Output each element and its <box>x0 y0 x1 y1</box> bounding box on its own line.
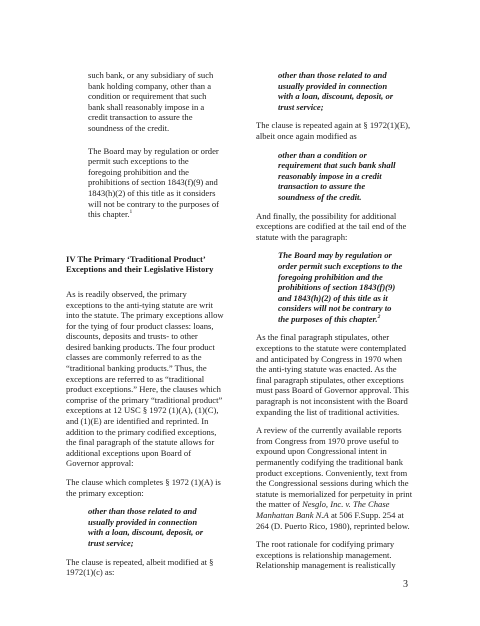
footnote-marker: 1 <box>129 209 133 216</box>
case-citation: Nesglo, Inc. v. The Chase Manhattan Bank N.A <box>256 499 390 520</box>
statute-board-text: The Board may by regulation or order permit such exceptions to the foregoing prohibition and the prohibitions of section 1843(f)(9) and 1843(h)(2) of this title as it considers will not be contrary to the purposes of this chapter. <box>88 145 220 220</box>
body-paragraph: The clause is repeated, albeit modified at § 1972(1)(c) as: <box>66 556 214 578</box>
statute-quote: other than those related to and usually provided in connection with a loan, discount, deposit, or trust service; <box>88 506 204 548</box>
body-paragraph: As is readily observed, the primary exceptions to the anti-tying statute are writ into the statute. The primary exceptions allow for the tying of four product classes: loans, discounts, deposits and trusts- to other desired banking products. The four product classes are commonly referred to as the “traditional banking products.” Thus, the exceptions are referred to as “traditional product exceptions.” Here, the clauses which comprise of the primary “traditional product” exceptions at 12 USC § 1972 (1)(A), (1)(C), and (1)(E) are identified and reprinted. In addition to the primary codified exceptions, the final paragraph of the statute allows for additional exceptions upon Board of Governor approval: <box>66 288 224 469</box>
statute-quote-board <box>278 250 404 324</box>
section-heading: IV The Primary ‘Traditional Product’ Exceptions and their Legislative History <box>66 253 214 275</box>
statute-quote: other than those related to and usually provided in connection with a loan, discount, deposit, or trust service; <box>278 70 394 112</box>
body-paragraph <box>256 425 414 531</box>
statute-board-paragraph <box>88 146 220 220</box>
body-paragraph: The clause is repeated again at § 1972(1)(E), albeit once again modified as <box>256 120 411 141</box>
left-column <box>66 70 224 586</box>
statute-quote: other than a condition or requirement that such bank shall reasonably impose in a credit transaction to assure the soundness of the credit. <box>278 149 396 202</box>
body-paragraph: As the final paragraph stipulates, other exceptions to the statute were contemplated and anticipated by Congress in 1970 when the anti-tying statute was enacted. As the final paragraph stipulates, other exceptions must pass Board of Governor approval. This paragraph is not inconsistent with the Board expanding the list of traditional activities. <box>256 332 409 417</box>
body-paragraph: And finally, the possibility for additional exceptions are codified at the tail end of the statute with the paragraph: <box>256 210 407 242</box>
body-text: at 506 F.Supp. 254 at 264 (D. Puerto Rico, 1980), reprinted below. <box>256 509 410 531</box>
statute-continuation: such bank, or any subsidiary of such bank holding company, other than a condition or requirement that such bank shall reasonably impose in a credit transaction to assure the soundness of the credit. <box>88 70 214 133</box>
body-text: A review of the currently available reports from Congress from 1970 prove useful to expound upon Congressional intent in permanently codifying the traditional bank product exceptions. Conveniently, text from the Congressional sessions during which the statute is memorialized for perpetuity in print the matter of <box>256 425 413 510</box>
right-column <box>256 70 414 579</box>
statute-quote-board-text: The Board may by regulation or order permit such exceptions to the foregoing prohibition and the prohibitions of section 1843(f)(9) and 1843(h)(2) of this title as it considers will not be contrary to the purposes of this chapter. <box>278 250 403 324</box>
body-paragraph: The root rationale for codifying primary exceptions is relationship management. Relationship management is realistically <box>256 539 396 571</box>
body-paragraph: The clause which completes § 1972 (1)(A) is the primary exception: <box>66 477 221 498</box>
footnote-marker: 2 <box>377 314 381 321</box>
page-number: 3 <box>403 579 408 590</box>
